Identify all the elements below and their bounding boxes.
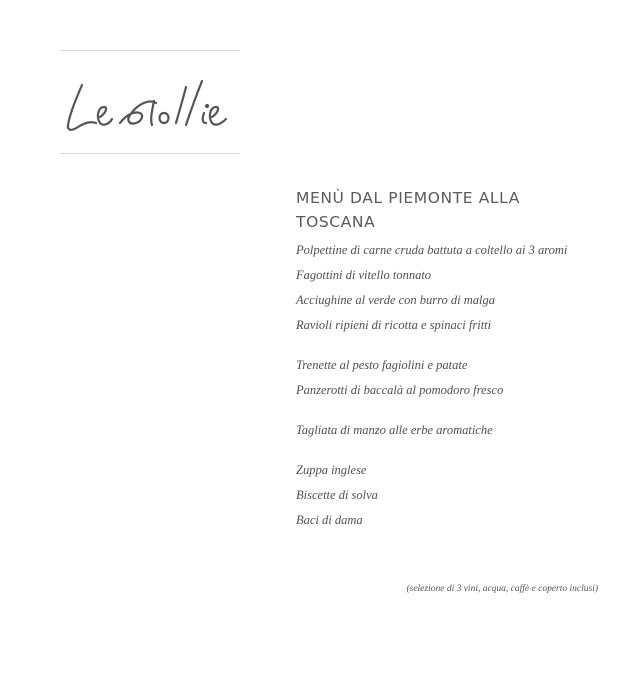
dish-item: Biscette di solva [296, 488, 378, 502]
dish-item: Ravioli ripieni di ricotta e spinaci fritti [296, 318, 492, 332]
footnote: (selezione di 3 vini, acqua, caffè e coperto inclusi) [406, 584, 598, 594]
course-dolci [296, 458, 616, 533]
menu-title-line-2: TOSCANA [296, 213, 376, 231]
course-primi [296, 353, 616, 403]
dish-item: Acciughine al verde con burro di malga [296, 293, 496, 307]
logo-script-icon [60, 51, 240, 153]
logo [60, 50, 240, 154]
dish-item: Tagliata di manzo alle erbe aromatiche [296, 423, 493, 437]
dish-item: Fagottini di vitello tonnato [296, 268, 432, 282]
menu-section [296, 186, 616, 548]
menu-title-line-1: MENÙ DAL PIEMONTE ALLA [296, 189, 520, 207]
dish-item: Zuppa inglese [296, 463, 367, 477]
dish-item: Polpettine di carne cruda battuta a coltello ai 3 aromi [296, 243, 568, 257]
dish-item: Baci di dama [296, 513, 363, 527]
menu-title [296, 186, 616, 234]
dish-item: Trenette al pesto fagiolini e patate [296, 358, 468, 372]
dish-item: Panzerotti di baccalà al pomodoro fresco [296, 383, 504, 397]
course-antipasti [296, 238, 616, 338]
course-secondi [296, 418, 616, 443]
